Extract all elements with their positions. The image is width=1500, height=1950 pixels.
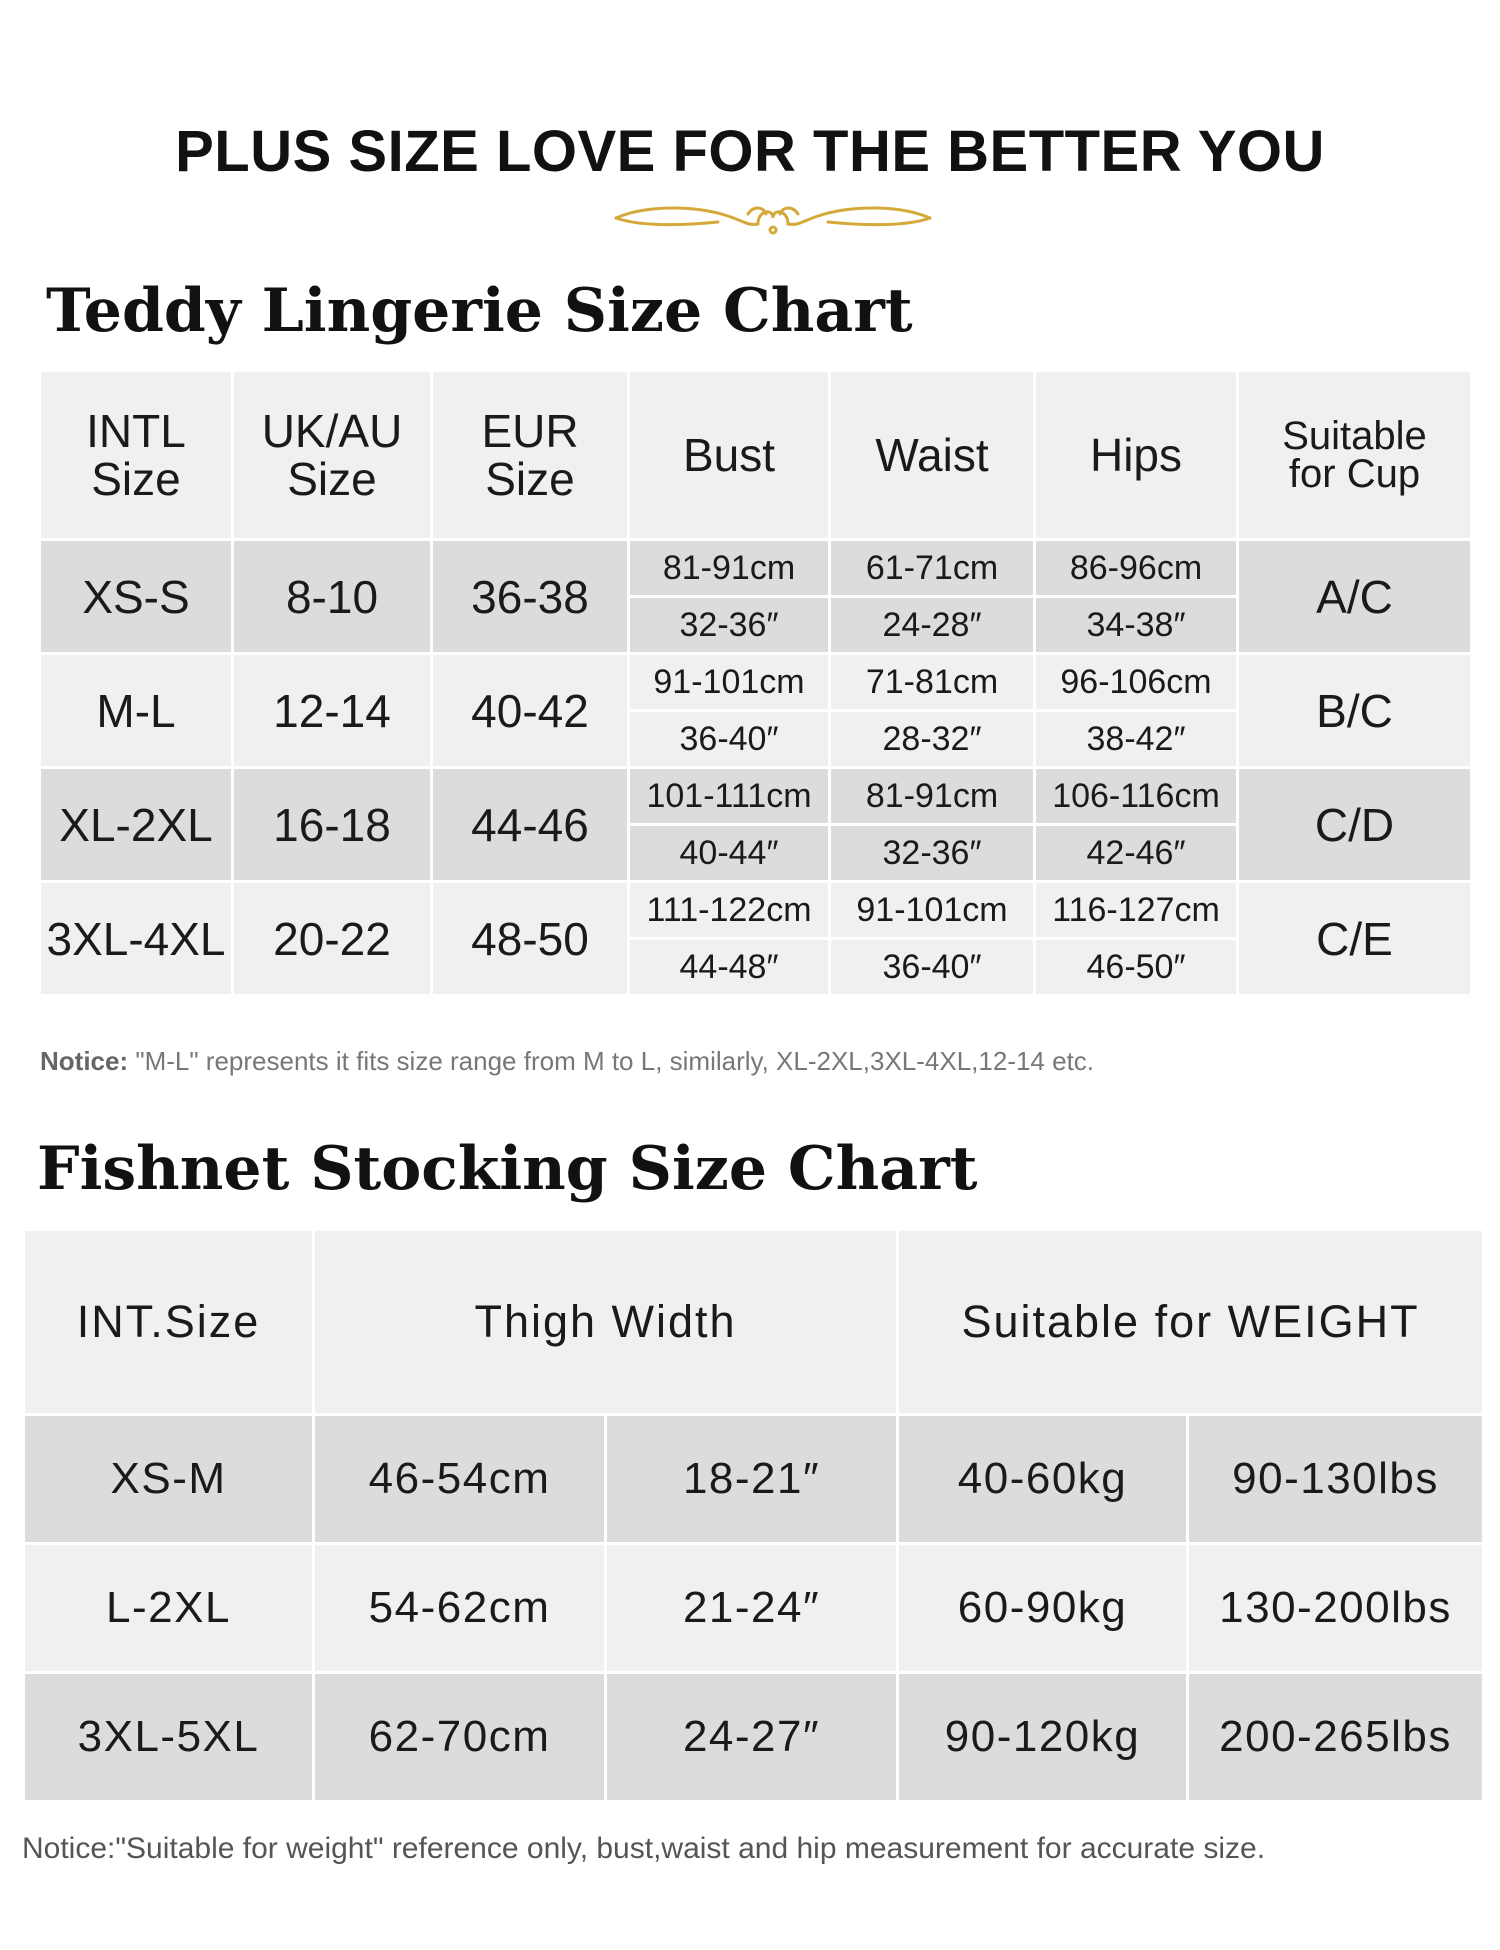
hips-inch-cell: 38-42″ bbox=[1035, 711, 1238, 768]
intl-size-cell: XS-S bbox=[40, 540, 233, 654]
notice-text: "M-L" represents it fits size range from M to L, similarly, XL-2XL,3XL-4XL,12-14 etc. bbox=[128, 1046, 1095, 1076]
cup-cell: C/D bbox=[1238, 768, 1472, 882]
hips-cm-cell: 96-106cm bbox=[1035, 654, 1238, 711]
cup-cell: A/C bbox=[1238, 540, 1472, 654]
hips-inch-cell: 46-50″ bbox=[1035, 939, 1238, 996]
cup-cell: B/C bbox=[1238, 654, 1472, 768]
ukau-size-cell: 20-22 bbox=[233, 882, 432, 996]
table-header-row bbox=[24, 1230, 1484, 1415]
teddy-notice bbox=[40, 1046, 1094, 1077]
eur-size-cell: 48-50 bbox=[432, 882, 629, 996]
int-size-cell: 3XL-5XL bbox=[24, 1673, 314, 1802]
bust-inch-cell: 40-44″ bbox=[629, 825, 830, 882]
hips-cm-cell: 106-116cm bbox=[1035, 768, 1238, 825]
thigh-cm-cell: 62-70cm bbox=[314, 1673, 606, 1802]
bust-inch-cell: 44-48″ bbox=[629, 939, 830, 996]
bust-cm-cell: 91-101cm bbox=[629, 654, 830, 711]
waist-cm-cell: 71-81cm bbox=[830, 654, 1035, 711]
weight-lbs-cell: 200-265lbs bbox=[1188, 1673, 1484, 1802]
eur-size-cell: 44-46 bbox=[432, 768, 629, 882]
header-waist: Waist bbox=[830, 371, 1035, 540]
header-bust: Bust bbox=[629, 371, 830, 540]
cup-cell: C/E bbox=[1238, 882, 1472, 996]
weight-kg-cell: 90-120kg bbox=[898, 1673, 1188, 1802]
ukau-size-cell: 12-14 bbox=[233, 654, 432, 768]
teddy-section-title: Teddy Lingerie Size Chart bbox=[46, 276, 913, 346]
header-int-size: INT.Size bbox=[24, 1230, 314, 1415]
bust-inch-cell: 36-40″ bbox=[629, 711, 830, 768]
hips-inch-cell: 34-38″ bbox=[1035, 597, 1238, 654]
int-size-cell: XS-M bbox=[24, 1415, 314, 1544]
fishnet-section-title: Fishnet Stocking Size Chart bbox=[37, 1134, 978, 1204]
table-row bbox=[24, 1415, 1484, 1544]
weight-kg-cell: 60-90kg bbox=[898, 1544, 1188, 1673]
hips-cm-cell: 116-127cm bbox=[1035, 882, 1238, 939]
thigh-inch-cell: 24-27″ bbox=[606, 1673, 898, 1802]
bust-inch-cell: 32-36″ bbox=[629, 597, 830, 654]
header-intl-size: INTL Size bbox=[40, 371, 233, 540]
header-hips: Hips bbox=[1035, 371, 1238, 540]
waist-cm-cell: 61-71cm bbox=[830, 540, 1035, 597]
weight-lbs-cell: 90-130lbs bbox=[1188, 1415, 1484, 1544]
waist-inch-cell: 28-32″ bbox=[830, 711, 1035, 768]
fishnet-size-table bbox=[22, 1228, 1485, 1803]
weight-kg-cell: 40-60kg bbox=[898, 1415, 1188, 1544]
thigh-inch-cell: 21-24″ bbox=[606, 1544, 898, 1673]
ukau-size-cell: 16-18 bbox=[233, 768, 432, 882]
waist-cm-cell: 91-101cm bbox=[830, 882, 1035, 939]
header-thigh-width: Thigh Width bbox=[314, 1230, 898, 1415]
header-ukau-size: UK/AU Size bbox=[233, 371, 432, 540]
intl-size-cell: XL-2XL bbox=[40, 768, 233, 882]
header-suitable-for-weight: Suitable for WEIGHT bbox=[898, 1230, 1484, 1415]
table-row bbox=[24, 1673, 1484, 1802]
waist-inch-cell: 24-28″ bbox=[830, 597, 1035, 654]
hips-inch-cell: 42-46″ bbox=[1035, 825, 1238, 882]
table-row bbox=[40, 768, 1472, 825]
teddy-size-table bbox=[38, 369, 1473, 997]
ukau-size-cell: 8-10 bbox=[233, 540, 432, 654]
intl-size-cell: M-L bbox=[40, 654, 233, 768]
bust-cm-cell: 111-122cm bbox=[629, 882, 830, 939]
hips-cm-cell: 86-96cm bbox=[1035, 540, 1238, 597]
thigh-inch-cell: 18-21″ bbox=[606, 1415, 898, 1544]
eur-size-cell: 36-38 bbox=[432, 540, 629, 654]
waist-inch-cell: 36-40″ bbox=[830, 939, 1035, 996]
bust-cm-cell: 101-111cm bbox=[629, 768, 830, 825]
table-row bbox=[40, 882, 1472, 939]
gold-flourish-ornament-icon bbox=[608, 196, 938, 242]
intl-size-cell: 3XL-4XL bbox=[40, 882, 233, 996]
fishnet-notice: Notice:"Suitable for weight" reference only, bust,waist and hip measurement for accurate size. bbox=[22, 1832, 1266, 1865]
thigh-cm-cell: 54-62cm bbox=[314, 1544, 606, 1673]
table-row bbox=[40, 654, 1472, 711]
page-banner: PLUS SIZE LOVE FOR THE BETTER YOU bbox=[175, 119, 1325, 184]
thigh-cm-cell: 46-54cm bbox=[314, 1415, 606, 1544]
header-suitable-for-cup: Suitable for Cup bbox=[1238, 371, 1472, 540]
notice-label: Notice: bbox=[40, 1046, 129, 1076]
waist-cm-cell: 81-91cm bbox=[830, 768, 1035, 825]
header-eur-size: EUR Size bbox=[432, 371, 629, 540]
table-row bbox=[24, 1544, 1484, 1673]
waist-inch-cell: 32-36″ bbox=[830, 825, 1035, 882]
weight-lbs-cell: 130-200lbs bbox=[1188, 1544, 1484, 1673]
bust-cm-cell: 81-91cm bbox=[629, 540, 830, 597]
eur-size-cell: 40-42 bbox=[432, 654, 629, 768]
table-header-row bbox=[40, 371, 1472, 540]
int-size-cell: L-2XL bbox=[24, 1544, 314, 1673]
table-row bbox=[40, 540, 1472, 597]
